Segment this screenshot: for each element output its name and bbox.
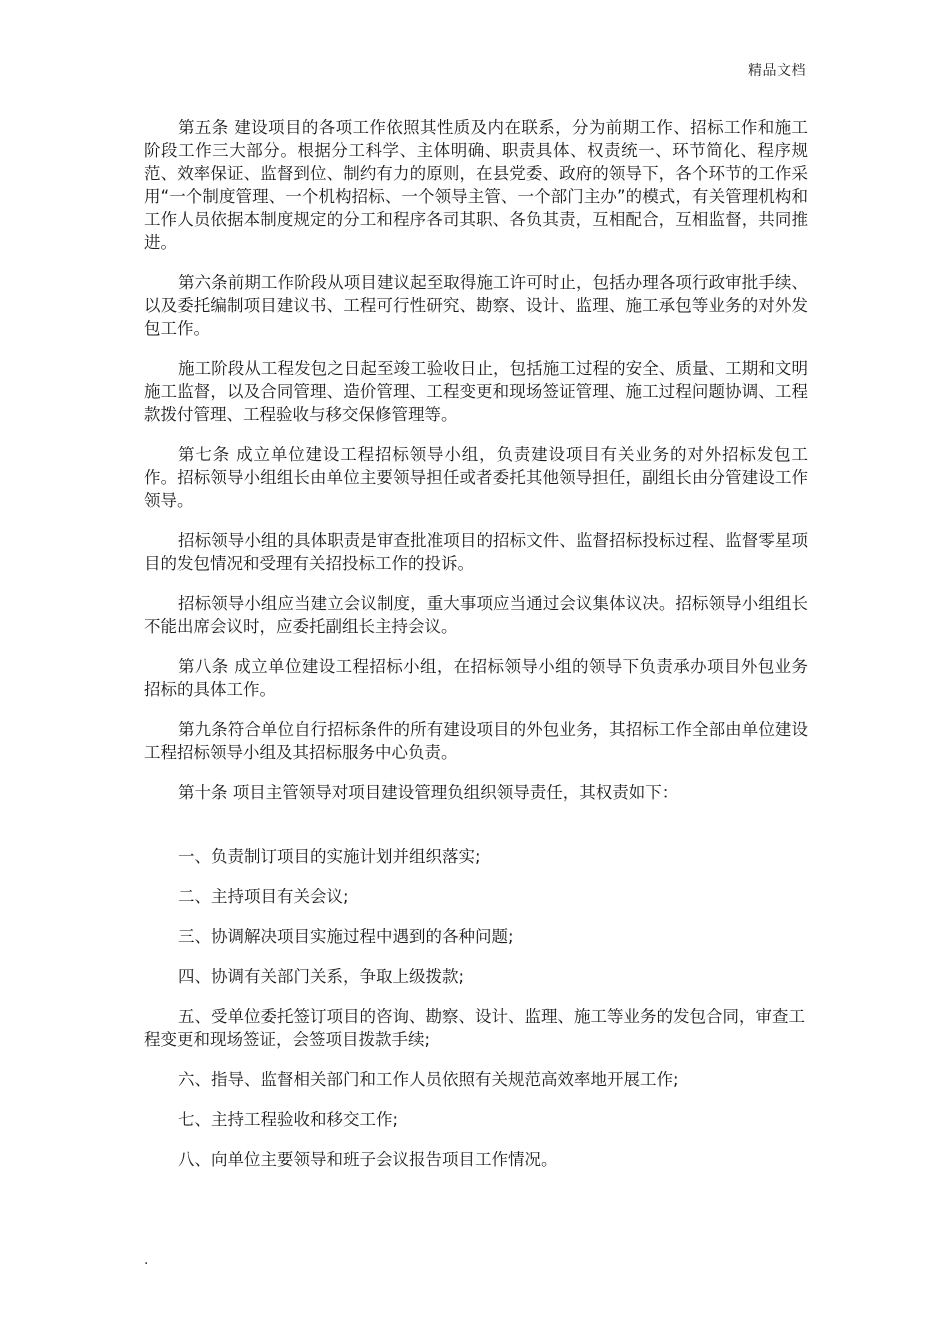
article-10-paragraph: 第十条 项目主管领导对项目建设管理负组织领导责任，其权责如下： xyxy=(178,783,679,802)
list-item: 二、主持项目有关会议; xyxy=(178,887,349,906)
list-item: 八、向单位主要领导和班子会议报告项目工作情况。 xyxy=(178,1150,558,1169)
document-body xyxy=(144,116,808,1171)
list-item: 三、协调解决项目实施过程中遇到的各种问题; xyxy=(178,927,514,946)
article-8-paragraph: 第八条 成立单位建设工程招标小组，在招标领导小组的领导下负责承办项目外包业务招标的具体工作。 xyxy=(144,657,808,699)
list-item: 七、主持工程验收和移交工作; xyxy=(178,1110,399,1129)
list-item: 五、受单位委托签订项目的咨询、勘察、设计、监理、施工等业务的发包合同，审查工程变更和现场签证，会签项目拨款手续; xyxy=(144,1007,805,1049)
page-footer-mark: . xyxy=(144,1252,149,1268)
article-5-paragraph: 第五条 建设项目的各项工作依照其性质及内在联系，分为前期工作、招标工作和施工阶段工作三大部分。根据分工科学、主体明确、职责具体、权责统一、环节简化、程序规范、效率保证、监督到位、制约有力的原则，在县党委、政府的领导下，各个环节的工作采用“一个制度管理、一个机构招标、一个领导主管、一个部门主办”的模式，有关管理机构和工作人员依据本制度规定的分工和程序各司其职、各负其责，互相配合，互相监督，共同推进。 xyxy=(144,118,808,252)
construction-stage-paragraph: 施工阶段从工程发包之日起至竣工验收日止，包括施工过程的安全、质量、工期和文明施工监督，以及合同管理、造价管理、工程变更和现场签证管理、施工过程问题协调、工程款拨付管理、工程验收与移交保修管理等。 xyxy=(144,359,808,424)
article-6-paragraph: 第六条前期工作阶段从项目建议起至取得施工许可时止，包括办理各项行政审批手续、以及委托编制项目建议书、工程可行性研究、勘察、设计、监理、施工承包等业务的对外发包工作。 xyxy=(144,273,808,338)
tender-group-meeting-paragraph: 招标领导小组应当建立会议制度，重大事项应当通过会议集体议决。招标领导小组组长不能出席会议时，应委托副组长主持会议。 xyxy=(144,594,808,636)
list-item: 一、负责制订项目的实施计划并组织落实; xyxy=(178,847,481,866)
page-header-label: 精品文档 xyxy=(748,63,806,79)
article-9-paragraph: 第九条符合单位自行招标条件的所有建设项目的外包业务，其招标工作全部由单位建设工程招标领导小组及其招标服务中心负责。 xyxy=(144,720,808,762)
responsibility-list xyxy=(144,845,808,1171)
list-item: 四、协调有关部门关系，争取上级拨款; xyxy=(178,967,465,986)
list-item: 六、指导、监督相关部门和工作人员依照有关规范高效率地开展工作; xyxy=(178,1070,679,1089)
section-spacer xyxy=(144,804,808,845)
article-7-paragraph: 第七条 成立单位建设工程招标领导小组，负责建设项目有关业务的对外招标发包工作。招标领导小组组长由单位主要领导担任或者委托其他领导担任，副组长由分管建设工作领导。 xyxy=(144,445,808,510)
tender-group-duties-paragraph: 招标领导小组的具体职责是审查批准项目的招标文件、监督招标投标过程、监督零星项目的发包情况和受理有关招投标工作的投诉。 xyxy=(144,531,808,573)
